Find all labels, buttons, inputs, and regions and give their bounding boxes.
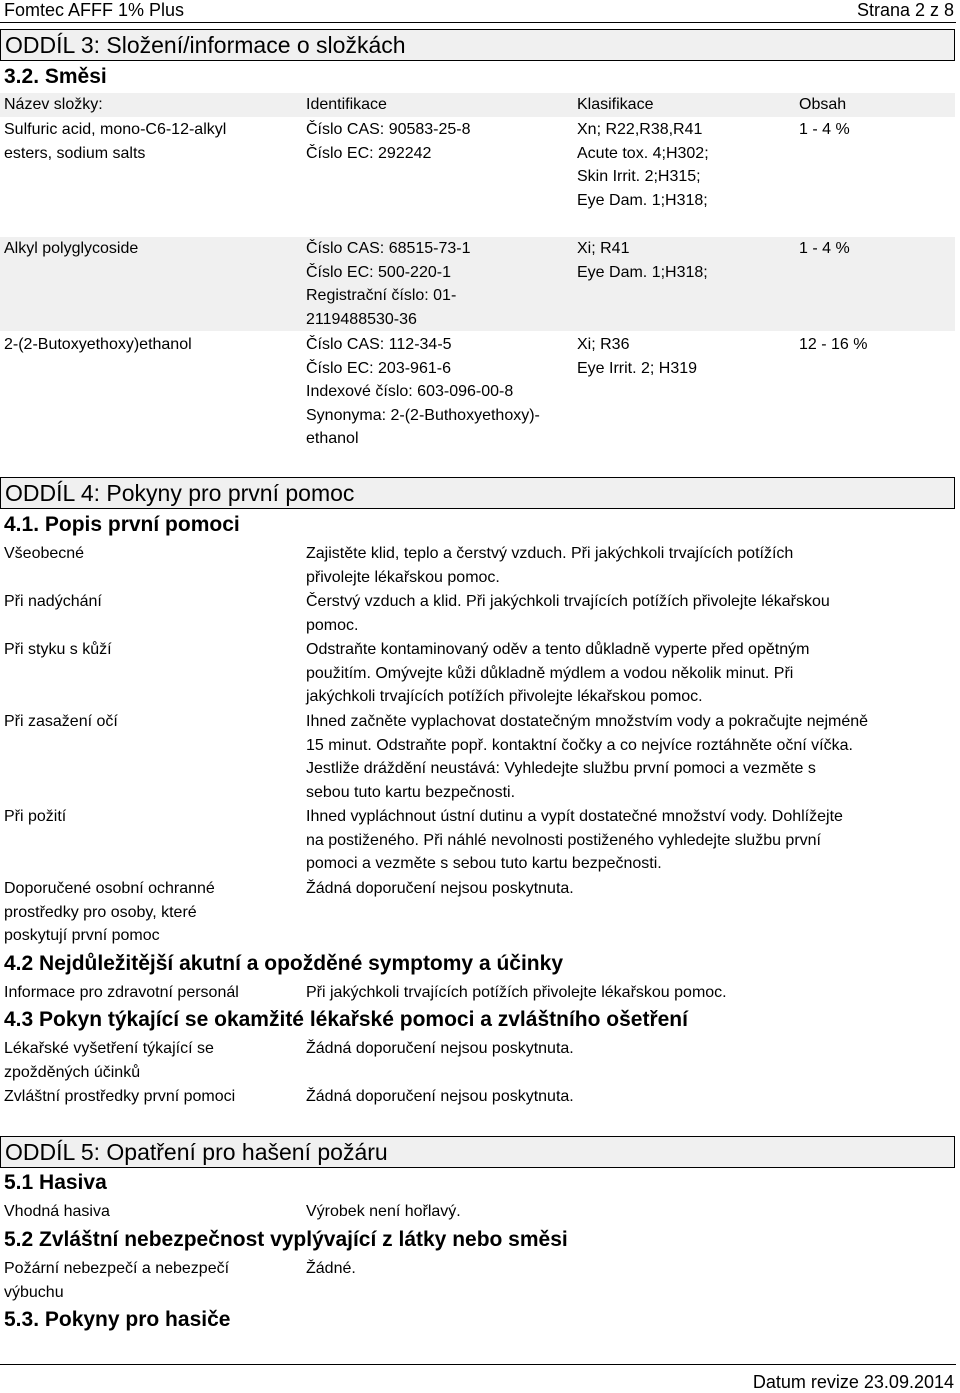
first-aid-label: Při zasažení očí [4,713,118,730]
first-aid-text: Čerstvý vzduch a klid. Při jakýchkoli trvajících potížích přivolejte lékařskou pomoc. [306,593,830,634]
page-header [0,0,960,22]
subsection-5-2: 5.2 Zvláštní nebezpečnost vyplývající z látky nebo směsi [4,1228,568,1251]
component-classification: Xi; R36 Eye Irrit. 2; H319 [577,336,698,377]
hazard-text: Žádné. [306,1260,356,1277]
section-4-title: ODDÍL 4: Pokyny pro první pomoc [0,477,955,509]
first-aid-label: Při styku s kůží [4,641,112,658]
component-identification: Číslo CAS: 90583-25-8 Číslo EC: 292242 [306,121,471,162]
component-content: 1 - 4 % [799,121,850,138]
first-aid-text: Odstraňte kontaminovaný oděv a tento důkladně vyperte před opětným použitím. Omývejte kůži důkladně mýdlem a vodou několik minut. Při jakýchkoli trvajících potížích přivolejte lékařskou pomoc. [306,641,810,706]
header-rule [0,22,956,23]
col-name: Název složky: [4,96,103,113]
treatment-text: Žádná doporučení nejsou poskytnuta. [306,1040,574,1057]
component-identification: Číslo CAS: 112-34-5 Číslo EC: 203-961-6 Indexové číslo: 603-096-00-8 Synonyma: 2-(2-Buthoxyethoxy)- ethanol [306,336,540,448]
component-name: Alkyl polyglycoside [4,240,139,257]
col-content: Obsah [799,96,847,113]
component-classification: Xn; R22,R38,R41 Acute tox. 4;H302; Skin Irrit. 2;H315; Eye Dam. 1;H318; [577,121,709,209]
component-name: 2-(2-Butoxyethoxy)ethanol [4,336,192,353]
first-aid-text: Žádná doporučení nejsou poskytnuta. [306,880,574,897]
subsection-4-3: 4.3 Pokyn týkající se okamžité lékařské pomoci a zvláštního ošetření [4,1008,688,1031]
col-identification: Identifikace [306,96,387,113]
first-aid-label: Všeobecné [4,545,85,562]
first-aid-text: Zajistěte klid, teplo a čerstvý vzduch. Při jakýchkoli trvajících potížích přivolejte lékařskou pomoc. [306,545,794,586]
composition-table-header [0,93,955,117]
medical-info-label: Informace pro zdravotní personál [4,984,239,1001]
hazard-label: Požární nebezpečí a nebezpečí výbuchu [4,1260,230,1301]
section-3-title: ODDÍL 3: Složení/informace o složkách [0,29,955,61]
first-aid-label: Při nadýchání [4,593,102,610]
treatment-label: Zvláštní prostředky první pomoci [4,1088,236,1105]
treatment-text: Žádná doporučení nejsou poskytnuta. [306,1088,574,1105]
footer-rule [0,1364,956,1365]
first-aid-text: Ihned vypláchnout ústní dutinu a vypít dostatečné množství vody. Dohlížejte na postiženého. Při náhlé nevolnosti postiženého vyhledejte službu první pomoci a vezměte s sebou tuto kartu bezpečnosti. [306,808,843,873]
page-number: Strana 2 z 8 [856,0,954,20]
first-aid-text: Ihned začněte vyplachovat dostatečným množstvím vody a pokračujte nejméně 15 minut. Odstraňte popř. kontaktní čočky a co nejvíce roztáhněte oční víčka. Jestliže dráždění neustává: Vyhledejte službu první pomoci a vezměte s sebou tuto kartu bezpečnosti. [306,713,869,801]
extinguishing-text: Výrobek není hořlavý. [306,1203,461,1220]
component-content: 12 - 16 % [799,336,868,353]
revision-date: Datum revize 23.09.2014 [752,1372,954,1392]
subsection-4-2: 4.2 Nejdůležitější akutní a opožděné symptomy a účinky [4,952,563,975]
first-aid-label: Doporučené osobní ochranné prostředky pro osoby, které poskytují první pomoc [4,880,215,945]
component-classification: Xi; R41 Eye Dam. 1;H318; [577,240,708,281]
product-name: Fomtec AFFF 1% Plus [4,0,185,20]
subsection-5-1: 5.1 Hasiva [4,1171,107,1194]
component-content: 1 - 4 % [799,240,850,257]
col-classification: Klasifikace [577,96,654,113]
subsection-5-3: 5.3. Pokyny pro hasiče [4,1308,231,1331]
subsection-3-2: 3.2. Směsi [4,65,107,88]
subsection-4-1: 4.1. Popis první pomoci [4,513,240,536]
extinguishing-label: Vhodná hasiva [4,1203,110,1220]
medical-info-text: Při jakýchkoli trvajících potížích přivolejte lékařskou pomoc. [306,984,727,1001]
section-5-title: ODDÍL 5: Opatření pro hašení požáru [0,1136,955,1168]
first-aid-label: Při požití [4,808,67,825]
component-identification: Číslo CAS: 68515-73-1 Číslo EC: 500-220-1 Registrační číslo: 01- 2119488530-36 [306,240,471,328]
component-name: Sulfuric acid, mono-C6-12-alkyl esters, sodium salts [4,121,227,162]
table-row [0,237,955,331]
treatment-label: Lékařské vyšetření týkající se zpožděných účinků [4,1040,214,1081]
